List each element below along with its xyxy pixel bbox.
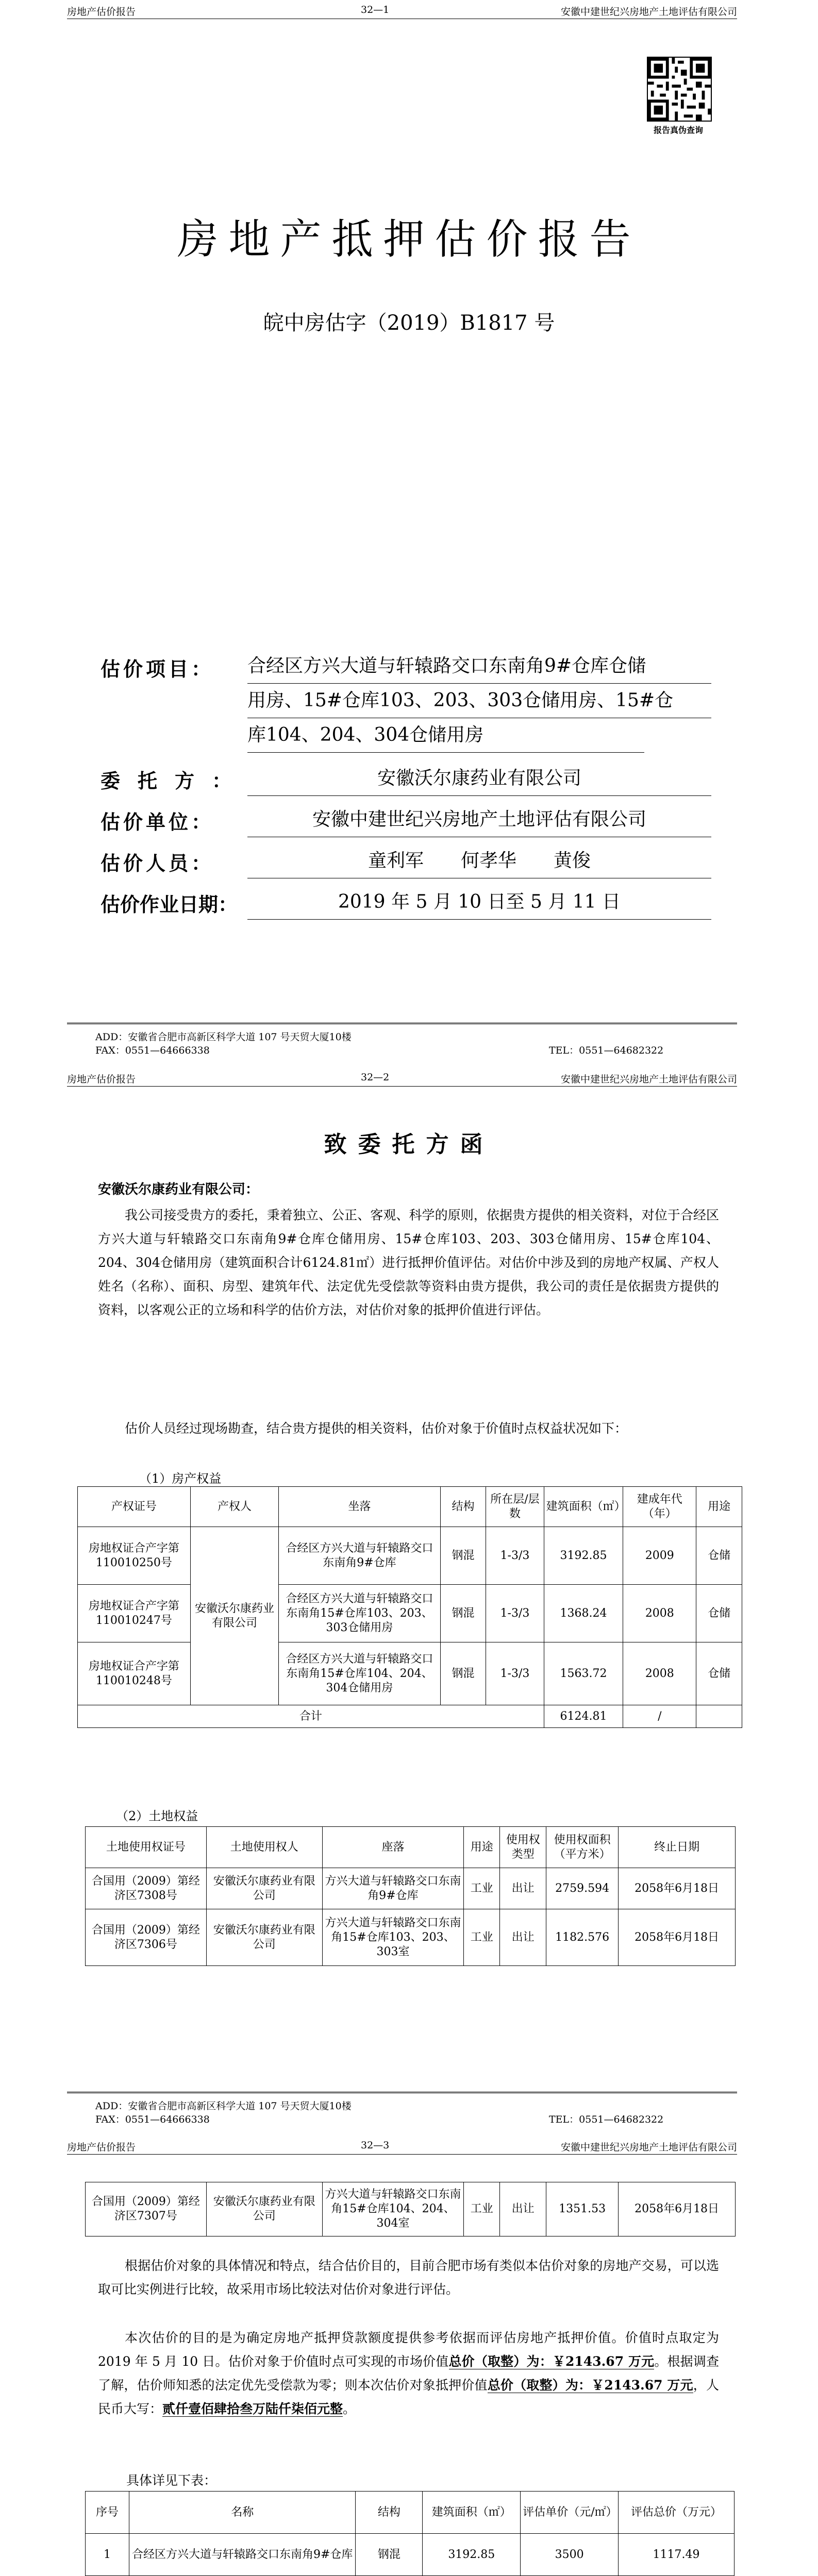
- land-cert-cell: 合国用（2009）第经济区7306号: [86, 1909, 207, 1966]
- date-label: 估价作业日期：: [101, 893, 238, 916]
- detail-label: 具体详见下表：: [126, 2473, 217, 2488]
- column-header: 用途: [696, 1487, 742, 1527]
- land-owner-cell: 安徽沃尔康药业有限公司: [206, 1868, 322, 1909]
- column-header: 产权人: [190, 1487, 278, 1527]
- header-rule: [67, 2154, 737, 2155]
- total-slash-cell: /: [623, 1705, 696, 1728]
- location-cell: 合经区方兴大道与轩辕路交口东南角15#仓库104、204、304仓储用房: [279, 1642, 440, 1705]
- org-label: 估价单位：: [101, 810, 214, 834]
- land-owner-cell: 安徽沃尔康药业有限公司: [206, 2182, 322, 2236]
- land-area-cell: 1182.576: [546, 1909, 619, 1966]
- unit-price-cell: 3500: [521, 2534, 619, 2576]
- land-type-cell: 出让: [500, 2182, 546, 2236]
- area-cell: 1368.24: [544, 1585, 623, 1642]
- column-header: 名称: [129, 2492, 356, 2534]
- owner-cell: 安徽沃尔康药业有限公司: [190, 1527, 278, 1705]
- total-area-cell: 6124.81: [544, 1705, 623, 1728]
- land-cert-cell: 合国用（2009）第经济区7307号: [86, 2182, 207, 2236]
- report-title: 房地产抵押估价报告: [177, 215, 641, 263]
- land-use-cell: 工业: [464, 1909, 500, 1966]
- valuation-table: [85, 2491, 734, 2576]
- land-location-cell: 方兴大道与轩辕路交口东南角15#仓库103、203、303室: [322, 1909, 464, 1966]
- footer-address: ADD：安徽省合肥市高新区科学大道 107 号天贸大厦10楼: [95, 1031, 352, 1043]
- land-type-cell: 出让: [500, 1909, 546, 1966]
- date-value: 2019 年 5 月 10 日至 5 月 11 日: [247, 885, 711, 920]
- column-header: 土地使用权人: [206, 1827, 322, 1868]
- footer-fax: FAX：0551—64666338: [95, 1045, 210, 1056]
- location-cell: 合经区方兴大道与轩辕路交口东南角9#仓库: [279, 1527, 440, 1585]
- table-total-row: [78, 1705, 742, 1728]
- use-cell: 仓储: [696, 1642, 742, 1705]
- footer-address: ADD：安徽省合肥市高新区科学大道 107 号天贸大厦10楼: [95, 2100, 352, 2112]
- cert-cell: 房地权证合产字第110010247号: [78, 1585, 191, 1642]
- footer-rule: [67, 1023, 737, 1024]
- valuation-paragraph: [98, 2326, 719, 2421]
- column-header: 使用权面积（平方米）: [546, 1827, 619, 1868]
- valuation-text: ，人民币大写：: [98, 2378, 719, 2416]
- header-left: 房地产估价报告: [67, 1074, 136, 1085]
- land-cert-cell: 合国用（2009）第经济区7308号: [86, 1868, 207, 1909]
- qr-caption: 报告真伪查询: [653, 125, 703, 135]
- use-cell: 仓储: [696, 1527, 742, 1585]
- project-line: 用房、15#仓库103、203、303仓储用房、15#仓: [247, 684, 711, 718]
- land-area-cell: 1351.53: [546, 2182, 619, 2236]
- header-left: 房地产估价报告: [67, 6, 136, 18]
- header-rule: [67, 1086, 737, 1087]
- table-row: [86, 2534, 734, 2576]
- land-location-cell: 方兴大道与轩辕路交口东南角9#仓库: [322, 1868, 464, 1909]
- table-row: [86, 2182, 736, 2236]
- column-header: 用途: [464, 1827, 500, 1868]
- column-header: 建筑面积（㎡）: [544, 1487, 623, 1527]
- property-rights-subtitle: （1）房产权益: [139, 1471, 222, 1486]
- column-header: 结构: [440, 1487, 486, 1527]
- footer-fax: FAX：0551—64666338: [95, 2114, 210, 2125]
- table-row: [86, 1909, 736, 1966]
- column-header: 评估总价（万元）: [619, 2492, 734, 2534]
- column-header: 建成年代（年）: [623, 1487, 696, 1527]
- column-header: 座落: [322, 1827, 464, 1868]
- land-use-cell: 工业: [464, 1868, 500, 1909]
- valuation-text: 本次估价的目的是为确定房地产抵押贷款额度提供参考依据而评估房地产抵押价值。价值时点取定为 2019 年 5 月 10 日。估价对象于价值时点可实现的市场价值: [98, 2330, 719, 2369]
- year-cell: 2009: [623, 1527, 696, 1585]
- table-row: [78, 1585, 742, 1642]
- column-header: 建筑面积（㎡）: [423, 2492, 521, 2534]
- method-paragraph: 根据估价对象的具体情况和特点，结合估价目的，目前合肥市场有类似本估价对象的房地产交易，可以选取可比实例进行比较，故采用市场比较法对估价对象进行评估。: [98, 2258, 719, 2297]
- property-rights-table: [77, 1486, 742, 1728]
- client-label: 委托方：: [101, 769, 249, 792]
- land-rights-table: [85, 1826, 736, 1966]
- year-cell: 2008: [623, 1642, 696, 1705]
- land-end-date-cell: 2058年6月18日: [619, 1868, 736, 1909]
- amount-in-words: 贰仟壹佰肆拾叁万陆仟柒佰元整: [162, 2401, 343, 2416]
- floor-cell: 1-3/3: [486, 1642, 544, 1705]
- area-cell: 3192.85: [544, 1527, 623, 1585]
- column-header: 序号: [86, 2492, 129, 2534]
- total-label-cell: 合计: [78, 1705, 544, 1728]
- name-cell: 合经区方兴大道与轩辕路交口东南角9#仓库: [129, 2534, 356, 2576]
- column-header: 坐落: [279, 1487, 440, 1527]
- footer-rule: [67, 2092, 737, 2093]
- footer-tel: TEL：0551—64682322: [549, 1045, 664, 1056]
- area-cell: 1563.72: [544, 1642, 623, 1705]
- header-company: 安徽中建世纪兴房地产土地评估有限公司: [560, 6, 737, 18]
- table-header-row: [86, 2492, 734, 2534]
- header-left: 房地产估价报告: [67, 2142, 136, 2153]
- structure-cell: 钢混: [440, 1585, 486, 1642]
- land-end-date-cell: 2058年6月18日: [619, 2182, 736, 2236]
- land-use-cell: 工业: [464, 2182, 500, 2236]
- letter-title: 致委托方函: [324, 1131, 494, 1158]
- column-header: 产权证号: [78, 1487, 191, 1527]
- area-cell: 3192.85: [423, 2534, 521, 2576]
- table-header-row: [78, 1487, 742, 1527]
- valuation-text: 。: [343, 2401, 356, 2416]
- column-header: 结构: [356, 2492, 423, 2534]
- header-company: 安徽中建世纪兴房地产土地评估有限公司: [560, 1074, 737, 1085]
- land-rights-table-continued: [85, 2182, 736, 2236]
- header-page-number: 32—1: [361, 4, 390, 15]
- letter-paragraph: 我公司接受贵方的委托，秉着独立、公正、客观、科学的原则，依据贵方提供的相关资料，对位于合经区方兴大道与轩辕路交口东南角9#仓库仓储用房、15#仓库103、203、303仓储用房、15#仓库104、204、304仓储用房（建筑面积合计6124.81㎡）进行抵押价值评估。对估价中涉及到的房地产权属、产权人姓名（名称）、面积、房型、建筑年代、法定优先受偿款等资料由贵方提供，我公司的责任是依据贵方提供的资料，以客观公正的立场和科学的估价方法，对估价对象的抵押价值进行评估。: [98, 1208, 719, 1317]
- floor-cell: 1-3/3: [486, 1527, 544, 1585]
- structure-cell: 钢混: [356, 2534, 423, 2576]
- header-page-number: 32—2: [361, 1072, 390, 1083]
- column-header: 终止日期: [619, 1827, 736, 1868]
- table-row: [86, 1868, 736, 1909]
- header-page-number: 32—3: [361, 2140, 390, 2151]
- location-cell: 合经区方兴大道与轩辕路交口东南角15#仓库103、203、303仓储用房: [279, 1585, 440, 1642]
- footer-tel: TEL：0551—64682322: [549, 2114, 664, 2125]
- staff-value: 童利军 何孝华 黄俊: [247, 844, 711, 878]
- cert-cell: 房地权证合产字第110010250号: [78, 1527, 191, 1585]
- floor-cell: 1-3/3: [486, 1585, 544, 1642]
- project-label: 估价项目：: [101, 657, 214, 681]
- org-value: 安徽中建世纪兴房地产土地评估有限公司: [247, 803, 711, 837]
- valuation-text: 。根据调查了解，估价师知悉的法定优先受偿款为零；则本次估价对象抵押价值: [98, 2354, 720, 2393]
- market-value-total: 总价（取整）为：￥2143.67 万元: [448, 2354, 655, 2369]
- year-cell: 2008: [623, 1585, 696, 1642]
- project-line: 库104、204、304仓储用房: [247, 718, 644, 753]
- mortgage-value-total: 总价（取整）为：￥2143.67 万元: [487, 2378, 693, 2393]
- report-number: 皖中房估字（2019）B1817 号: [263, 311, 555, 335]
- qr-code-icon[interactable]: [647, 57, 712, 122]
- letter-paragraph: 估价人员经过现场勘查，结合贵方提供的相关资料，估价对象于价值时点权益状况如下：: [125, 1421, 628, 1436]
- staff-label: 估价人员：: [101, 852, 214, 875]
- client-value: 安徽沃尔康药业有限公司: [247, 761, 711, 796]
- structure-cell: 钢混: [440, 1642, 486, 1705]
- structure-cell: 钢混: [440, 1527, 486, 1585]
- project-line: 合经区方兴大道与轩辕路交口东南角9#仓库仓储: [247, 649, 711, 684]
- land-end-date-cell: 2058年6月18日: [619, 1909, 736, 1966]
- land-type-cell: 出让: [500, 1868, 546, 1909]
- land-owner-cell: 安徽沃尔康药业有限公司: [206, 1909, 322, 1966]
- land-location-cell: 方兴大道与轩辕路交口东南角15#仓库104、204、304室: [322, 2182, 464, 2236]
- table-row: [78, 1527, 742, 1585]
- row-number-cell: 1: [86, 2534, 129, 2576]
- column-header: 使用权类型: [500, 1827, 546, 1868]
- table-header-row: [86, 1827, 736, 1868]
- land-area-cell: 2759.594: [546, 1868, 619, 1909]
- cert-cell: 房地权证合产字第110010248号: [78, 1642, 191, 1705]
- addressee: 安徽沃尔康药业有限公司：: [98, 1182, 259, 1197]
- land-rights-subtitle: （2）土地权益: [116, 1809, 198, 1823]
- column-header: 所在层/层数: [486, 1487, 544, 1527]
- table-row: [78, 1642, 742, 1705]
- use-cell: 仓储: [696, 1585, 742, 1642]
- column-header: 评估单价（元/㎡）: [521, 2492, 619, 2534]
- column-header: 土地使用权证号: [86, 1827, 207, 1868]
- project-value: [247, 649, 711, 753]
- header-company: 安徽中建世纪兴房地产土地评估有限公司: [560, 2142, 737, 2153]
- total-price-cell: 1117.49: [619, 2534, 734, 2576]
